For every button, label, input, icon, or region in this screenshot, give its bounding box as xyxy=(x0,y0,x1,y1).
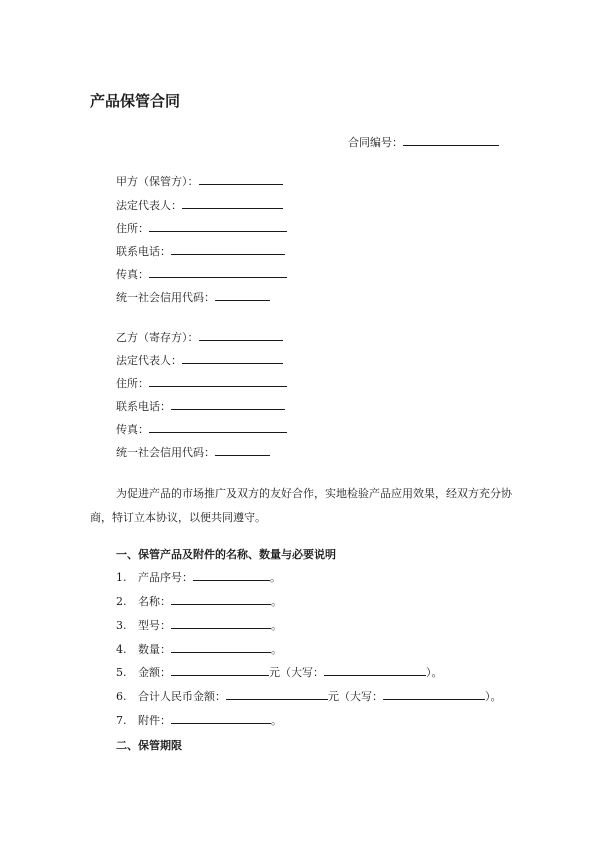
party-b-rep-line xyxy=(116,352,283,369)
party-b-address-label: 住所： xyxy=(116,377,149,390)
party-a-phone-blank[interactable] xyxy=(171,243,285,255)
party-b-credit-code-label: 统一社会信用代码： xyxy=(116,446,215,459)
product-name-blank[interactable] xyxy=(171,593,271,605)
item-end: 。 xyxy=(271,643,282,656)
item-number: 4. xyxy=(116,643,127,656)
item-mid: 元（大写： xyxy=(269,666,324,679)
party-a-phone-label: 联系电话： xyxy=(116,245,171,258)
product-quantity-blank[interactable] xyxy=(171,641,271,653)
item-5-line xyxy=(116,664,443,681)
item-4-line xyxy=(116,641,282,658)
item-label: 金额： xyxy=(138,666,171,679)
contract-number-line xyxy=(348,134,499,151)
product-serial-blank[interactable] xyxy=(193,569,270,581)
item-end: 。 xyxy=(271,619,282,632)
party-b-name-blank[interactable] xyxy=(199,329,283,341)
party-b-rep-blank[interactable] xyxy=(182,352,283,364)
party-b-phone-label: 联系电话： xyxy=(116,400,171,413)
party-b-address-line xyxy=(116,375,287,392)
party-b-phone-line xyxy=(116,398,285,415)
item-label: 产品序号： xyxy=(138,571,193,584)
item-label: 名称： xyxy=(138,595,171,608)
item-label: 型号： xyxy=(138,619,171,632)
product-model-blank[interactable] xyxy=(171,617,271,629)
party-a-address-label: 住所： xyxy=(116,222,149,235)
item-7-line xyxy=(116,712,282,729)
item-end: ）。 xyxy=(485,690,502,703)
item-end: 。 xyxy=(270,571,281,584)
item-3-line xyxy=(116,617,282,634)
item-label: 合计人民币金额： xyxy=(138,690,226,703)
item-label: 数量： xyxy=(138,643,171,656)
party-b-address-blank[interactable] xyxy=(149,375,287,387)
party-b-name-line xyxy=(116,329,283,346)
party-a-fax-line xyxy=(116,266,287,283)
party-b-name-label: 乙方（寄存方）： xyxy=(116,331,199,344)
item-number: 7. xyxy=(116,714,127,727)
item-number: 3. xyxy=(116,619,127,632)
party-a-rep-line xyxy=(116,197,283,214)
amount-blank[interactable] xyxy=(171,664,269,676)
item-number: 1. xyxy=(116,571,127,584)
item-label: 附件： xyxy=(138,714,171,727)
amount-uppercase-blank[interactable] xyxy=(324,664,426,676)
contract-title: 产品保管合同 xyxy=(90,92,181,110)
section-1-heading: 一、保管产品及附件的名称、数量与必要说明 xyxy=(116,548,336,561)
party-a-name-label: 甲方（保管方）： xyxy=(116,175,199,188)
party-a-name-blank[interactable] xyxy=(199,173,283,185)
total-amount-blank[interactable] xyxy=(226,688,328,700)
item-end: 。 xyxy=(271,595,282,608)
party-a-rep-label: 法定代表人： xyxy=(116,199,182,212)
party-a-phone-line xyxy=(116,243,285,260)
party-a-rep-blank[interactable] xyxy=(182,197,283,209)
item-end: 。 xyxy=(271,714,282,727)
party-a-fax-label: 传真： xyxy=(116,268,149,281)
party-a-name-line xyxy=(116,173,283,190)
party-b-rep-label: 法定代表人： xyxy=(116,354,182,367)
contract-number-blank[interactable] xyxy=(403,134,499,146)
party-a-address-blank[interactable] xyxy=(149,220,287,232)
party-a-fax-blank[interactable] xyxy=(149,266,287,278)
item-end: ）。 xyxy=(426,666,443,679)
item-6-line xyxy=(116,688,502,705)
item-number: 2. xyxy=(116,595,127,608)
party-b-fax-line xyxy=(116,421,287,438)
party-b-credit-code-blank[interactable] xyxy=(215,444,270,456)
party-b-credit-code-line xyxy=(116,444,270,461)
item-number: 5. xyxy=(116,666,127,679)
party-b-phone-blank[interactable] xyxy=(171,398,285,410)
item-mid: 元（大写： xyxy=(328,690,383,703)
item-2-line xyxy=(116,593,282,610)
item-1-line xyxy=(116,569,281,586)
party-a-credit-code-label: 统一社会信用代码： xyxy=(116,291,215,304)
preamble-paragraph: 为促进产品的市场推广及双方的友好合作，实地检验产品应用效果，经双方充分协商，特订立本协议，以便共同遵守。 xyxy=(90,487,512,524)
attachments-blank[interactable] xyxy=(171,712,271,724)
total-amount-uppercase-blank[interactable] xyxy=(383,688,485,700)
party-a-credit-code-line xyxy=(116,289,270,306)
party-a-address-line xyxy=(116,220,287,237)
party-b-fax-label: 传真： xyxy=(116,423,149,436)
party-b-fax-blank[interactable] xyxy=(149,421,287,433)
contract-number-label: 合同编号： xyxy=(348,136,403,149)
item-number: 6. xyxy=(116,690,127,703)
party-a-credit-code-blank[interactable] xyxy=(215,289,270,301)
section-2-heading: 二、保管期限 xyxy=(116,739,182,752)
